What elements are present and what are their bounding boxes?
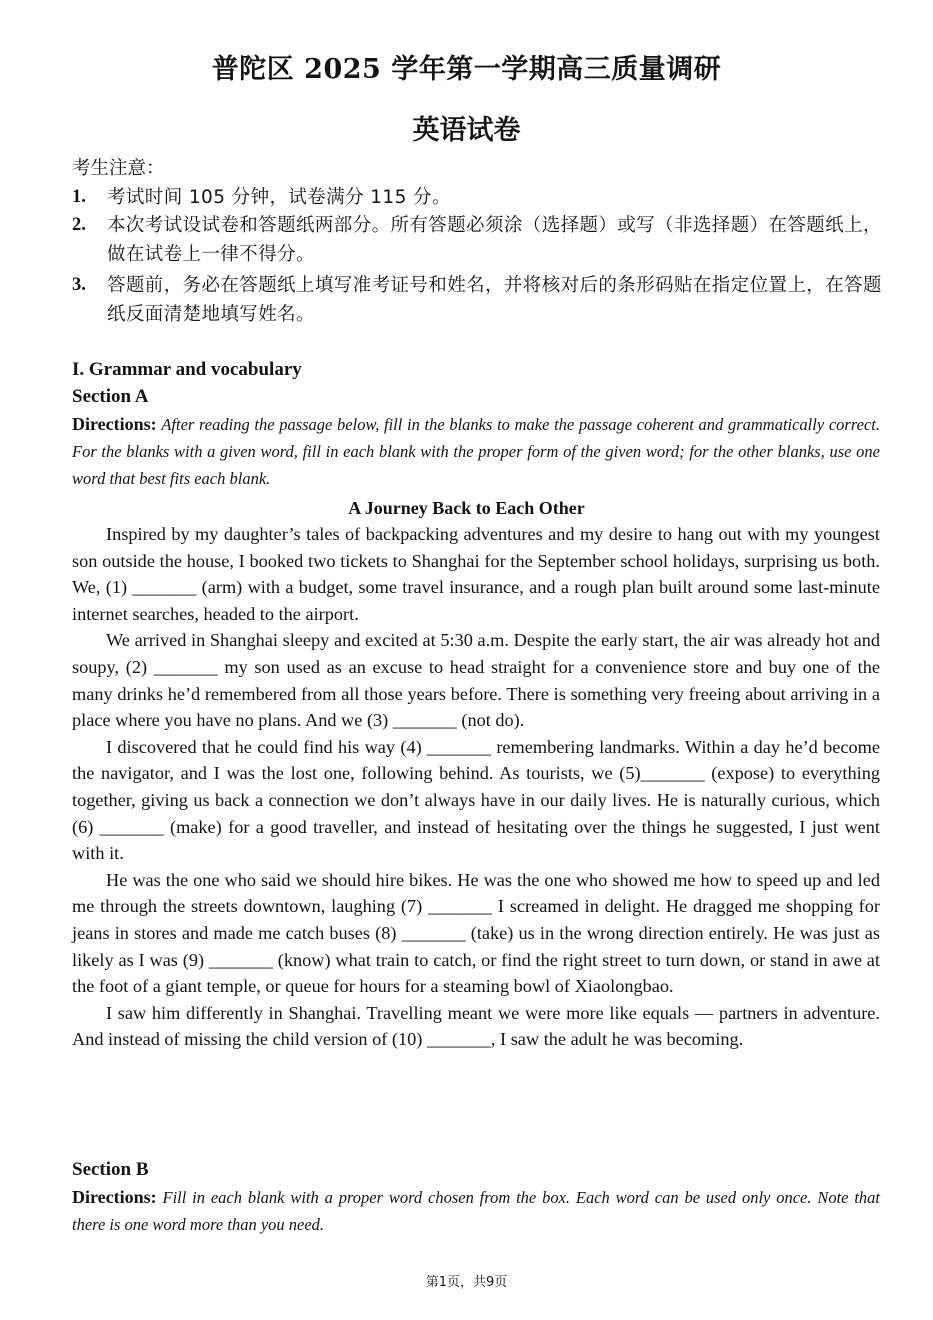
passage [72,521,880,1053]
notice-item-number: 3. [72,275,86,295]
notice-item-number: 2. [72,215,86,235]
passage-paragraph: I saw him differently in Shanghai. Travelling meant we were more like equals — partners in adventure. And instead of missing the child version of (10) _______, I saw the adult he was becoming. [72,1002,880,1050]
passage-paragraph: Inspired by my daughter’s tales of backpacking adventures and my desire to hang out with my youngest son outside the house, I booked two tickets to Shanghai for the September school holidays, surprising us both. We, (1) _______ (arm) with a budget, some travel insurance, and a rough plan built around some last-minute internet searches, headed to the airport. [72,524,880,624]
notice-item [72,183,882,212]
section-b-heading: Section B [72,1159,149,1180]
notice-item [72,211,882,269]
exam-title: 普陀区 2025 学年第一学期高三质量调研 [211,54,722,85]
notice-item-text: 考试时间 105 分钟，试卷满分 115 分。 [107,187,451,208]
exam-subtitle: 英语试卷 [412,115,521,146]
notice-item-text: 本次考试设试卷和答题纸两部分。所有答题必须涂（选择题）或写（非选择题）在答题纸上，做在试卷上一律不得分。 [107,215,882,265]
notice-item-number: 1. [72,187,86,207]
passage-paragraph: We arrived in Shanghai sleepy and excited at 5:30 a.m. Despite the early start, the air was already hot and soupy, (2) _______ my son used as an excuse to head straight for a convenience store and buy one of the many drinks he’d remembered from all those years before. There is something very freeing about arriving in a place where you have no plans. And we (3) _______ (not do). [72,630,880,731]
section-b-directions [72,1184,880,1238]
directions-text: Fill in each blank with a proper word chosen from the box. Each word can be used only once. Note that there is one word more than you need. [72,1188,880,1234]
section-a-heading: Section A [72,386,149,407]
directions-label: Directions: [72,1187,157,1207]
part-heading: I. Grammar and vocabulary [72,359,302,380]
passage-paragraph: He was the one who said we should hire bikes. He was the one who showed me how to speed up and led me through the streets downtown, laughing (7) _______ I screamed in delight. He dragged me shopping for jeans in stores and made me catch buses (8) _______ (take) us in the wrong direction entirely. He was just as likely as I was (9) _______ (know) what train to catch, or find the right street to turn down, or stand in awe at the foot of a giant temple, or queue for hours for a steaming bowl of Xiaolongbao. [72,869,880,997]
page-number: 第1页，共9页 [425,1275,508,1290]
directions-label: Directions: [72,414,157,434]
passage-title: A Journey Back to Each Other [348,498,585,518]
directions-text: After reading the passage below, fill in the blanks to make the passage coherent and grammatically correct. For the blanks with a given word, fill in each blank with the proper form of the given word; for the other blanks, use one word that best fits each blank. [72,415,881,488]
notice-item-text: 答题前，务必在答题纸上填写准考证号和姓名，并将核对后的条形码贴在指定位置上，在答题纸反面清楚地填写姓名。 [107,275,882,325]
passage-paragraph: I discovered that he could find his way (4) _______ remembering landmarks. Within a day he’d become the navigator, and I was the lost one, following behind. As tourists, we (5)_______ (expose) to everything together, giving us back a connection we don’t always have in our daily lives. He is naturally curious, which (6) _______ (make) for a good traveller, and instead of hesitating over the things he suggested, I just went with it. [72,736,880,864]
notice-heading: 考生注意： [72,158,165,179]
notice-item [72,271,882,329]
section-a-directions [72,411,880,492]
